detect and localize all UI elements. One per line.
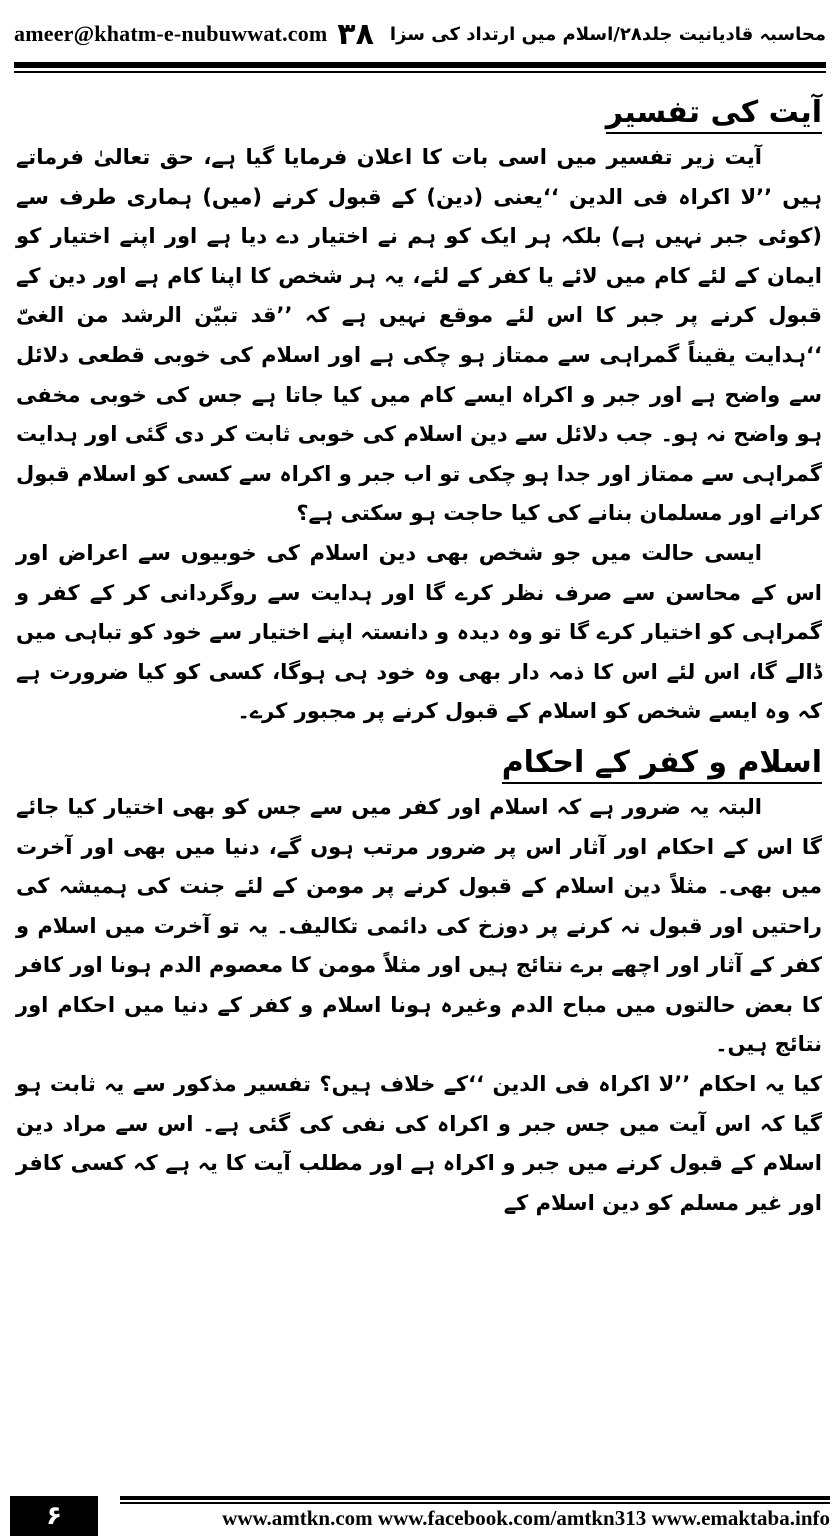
paragraph: البتہ یہ ضرور ہے کہ اسلام اور کفر میں سے جس کو بھی اختیار کیا جائے گا اس کے احکام اور آثار اس پر ضرور مرتب ہوں گے، دنیا میں بھی اور آخرت میں بھی۔ مثلاً دین اسلام کے قبول کرنے پر مومن کے لئے جنت کی ہمیشہ کی راحتیں اور قبول نہ کرنے پر دوزخ کی دائمی تکالیف۔ یہ تو آخرت میں اسلام و کفر کے آثار اور اچھے برے نتائج ہیں اور مثلاً مومن کا معصوم الدم ہونا اور کافر کا بعض حالتوں میں مباح الدم وغیرہ ہونا اسلام و کفر کے دنیا میں احکام اور نتائج ہیں۔	[16, 794, 822, 1057]
paragraph: آیت زیر تفسیر میں اسی بات کا اعلان فرمایا گیا ہے، حق تعالیٰ فرماتے ہیں ’’لا اکراہ فی الدین ‘‘یعنی (دین) کے قبول کرنے (میں) ہماری طرف سے (کوئی جبر نہیں ہے) بلکہ ہر ایک کو ہم نے اختیار دے دیا ہے اور اپنے اختیار کو ایمان کے لئے کام میں لائے یا کفر کے لئے، یہ ہر شخص کا اپنا کام ہے اور دین کے قبول کرنے پر جبر کا اس لئے موقع نہیں ہے کہ ’’قد تبیّن الرشد من الغیّ ‘‘ہدایت یقیناً گمراہی سے ممتاز ہو چکی ہے اور اسلام کی خوبی قطعی دلائل سے واضح ہے اور جبر و اکراہ ایسے کام میں کیا جاتا ہے جس کی خوبی مخفی ہو واضح نہ ہو۔ جب دلائل سے دین اسلام کی خوبی ثابت کر دی گئی اور ہدایت گمراہی سے ممتاز اور جدا ہو چکی تو اب جبر و اکراہ سے کسی کو اسلام قبول کرانے اور مسلمان بنانے کی کیا حاجت ہو سکتی ہے؟	[16, 145, 822, 526]
header-title-group	[337, 17, 826, 52]
footer-links: www.amtkn.com www.facebook.com/amtkn313 www.emaktaba.info	[222, 1506, 830, 1530]
book-title: محاسبہ قادیانیت جلد۲۸/اسلام میں ارتداد کی سزا	[389, 23, 826, 45]
page-header	[14, 10, 826, 58]
page-content	[16, 88, 822, 1223]
footer-rule	[120, 1496, 830, 1500]
section-heading-ahkam: اسلام و کفر کے احکام	[16, 738, 822, 788]
section-heading-tafseer: آیت کی تفسیر	[16, 88, 822, 138]
footer-rule-thin	[120, 1502, 830, 1504]
paragraph: کیا یہ احکام ’’لا اکراہ فی الدین ‘‘کے خلاف ہیں؟ تفسیر مذکور سے یہ ثابت ہو گیا کہ اس آیت میں جس جبر و اکراہ کی نفی کی گئی ہے۔ اس سے مراد دین اسلام کے قبول کرنے میں جبر و اکراہ ہے اور مطلب آیت کا یہ ہے کہ کسی کافر اور غیر مسلم کو دین اسلام کے	[16, 1072, 822, 1215]
page-number: ۳۸	[337, 16, 374, 52]
paragraph: ایسی حالت میں جو شخص بھی دین اسلام کی خوبیوں سے اعراض اور اس کے محاسن سے صرف نظر کرے گا اور ہدایت سے روگردانی کر کے کفر و گمراہی کو اختیار کرے گا تو وہ دیدہ و دانستہ اپنے اختیار سے خود کو تباہی میں ڈالے گا، اس لئے اس کا ذمہ دار بھی وہ خود ہی ہوگا، کسی کو کیا ضرورت ہے کہ وہ ایسے شخص کو اسلام کے قبول کرنے پر مجبور کرے۔	[16, 540, 822, 724]
header-rule-thick	[14, 62, 826, 68]
footer-page-box: ۶	[10, 1496, 98, 1536]
header-rule-thin	[14, 71, 826, 73]
email-address: ameer@khatm-e-nubuwwat.com	[14, 21, 328, 46]
page-footer	[10, 1496, 830, 1536]
